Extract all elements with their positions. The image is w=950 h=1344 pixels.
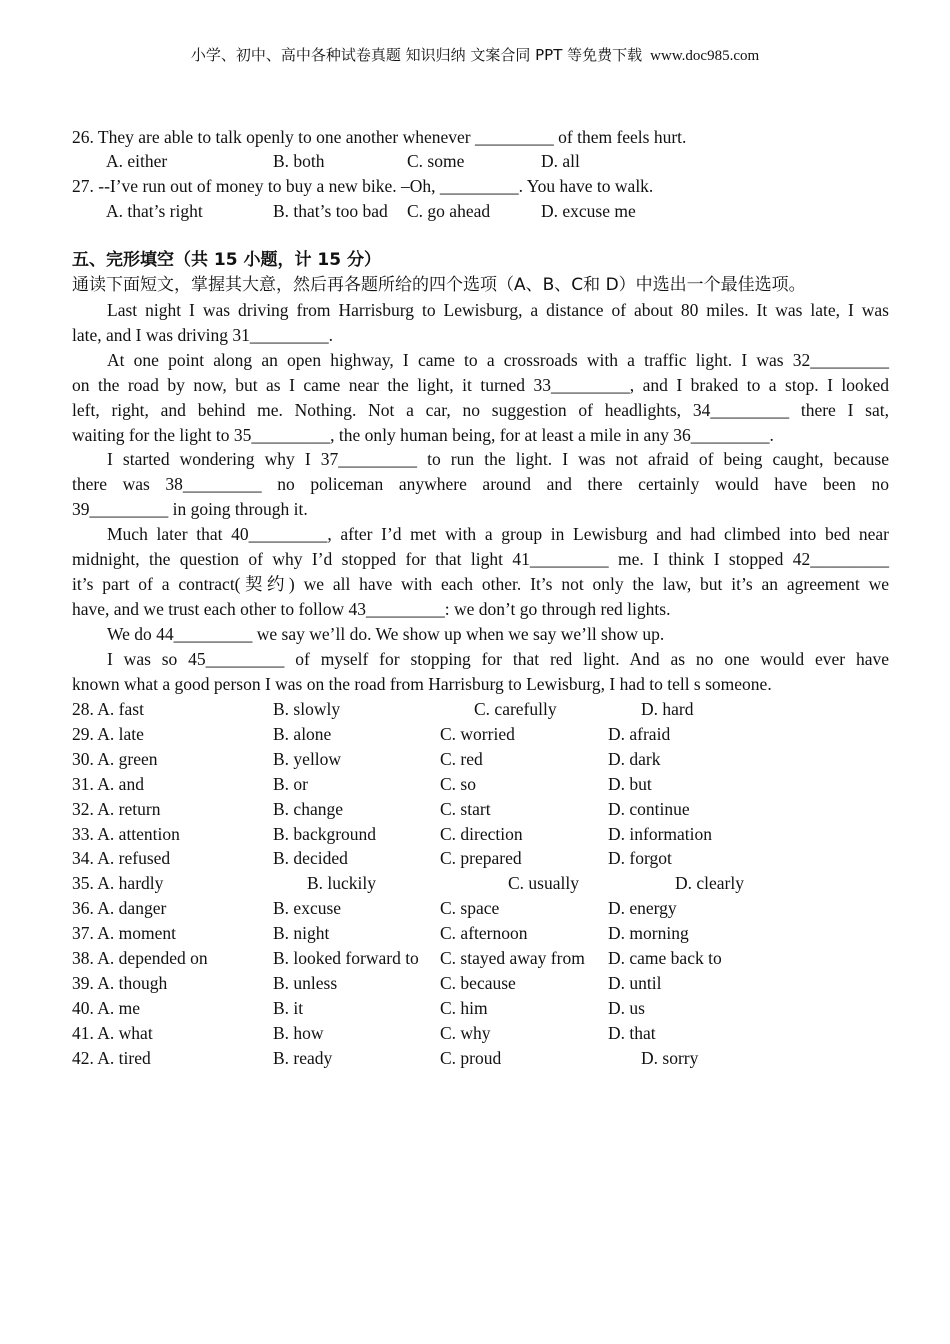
choice-option: C. because <box>440 972 516 993</box>
choice-option: C. afternoon <box>440 923 528 944</box>
passage-line: known what a good person I was on the road from Harrisburg to Lewisburg, I had to tell s someone. <box>72 673 772 694</box>
question-26-stem: 26. They are able to talk openly to one another whenever _________ of them feels hurt. <box>72 127 687 147</box>
choice-option: D. but <box>608 773 652 794</box>
passage-line: it’s part of a contract(契约) we all have with each other. It’s not only the law, but it’s an agreement we <box>72 573 889 594</box>
choice-option: D. sorry <box>641 1047 699 1068</box>
choice-option: 34. A. refused <box>72 848 171 869</box>
choice-option: 33. A. attention <box>72 823 180 844</box>
choice-row <box>0 871 950 896</box>
choice-option: D. forgot <box>608 848 672 869</box>
passage-line: I was so 45_________ of myself for stopping for that red light. And as no one would ever have <box>107 648 889 669</box>
choice-row <box>0 896 950 921</box>
choice-option: 29. A. late <box>72 723 144 744</box>
choice-option: B. yellow <box>273 748 342 769</box>
choice-option: D. that <box>608 1022 656 1043</box>
option: B. that’s too bad <box>273 201 388 221</box>
choice-option: 40. A. me <box>72 997 141 1018</box>
choice-row <box>0 1021 950 1046</box>
choice-option: D. continue <box>608 798 690 819</box>
option: D. excuse me <box>541 201 636 221</box>
passage-line: Last night I was driving from Harrisburg to Lewisburg, a distance of about 80 miles. It was late, I was <box>107 300 889 320</box>
choice-row <box>0 971 950 996</box>
choice-option: C. proud <box>440 1047 502 1068</box>
option: D. all <box>541 151 580 171</box>
choice-option: B. decided <box>273 848 348 869</box>
choice-option: C. usually <box>508 873 579 894</box>
choice-option: C. why <box>440 1022 491 1043</box>
option: A. either <box>106 151 168 171</box>
choice-option: 41. A. what <box>72 1022 153 1043</box>
choice-option: C. him <box>440 997 488 1018</box>
choice-option: D. clearly <box>675 873 744 894</box>
choice-option: 37. A. moment <box>72 923 177 944</box>
option: C. some <box>407 151 465 171</box>
page-header <box>0 44 950 65</box>
choice-option: B. alone <box>273 723 332 744</box>
question-26-options <box>0 149 950 174</box>
choice-option: B. how <box>273 1022 324 1043</box>
passage-line: on the road by now, but as I came near the light, it turned 33_________, and I braked to a stop. I looked <box>72 374 889 395</box>
choice-option: D. until <box>608 972 662 993</box>
choice-row <box>0 946 950 971</box>
choice-row <box>0 921 950 946</box>
choice-option: D. dark <box>608 748 661 769</box>
choice-option: C. carefully <box>474 699 557 719</box>
choice-row <box>0 772 950 797</box>
choice-option: B. luckily <box>307 873 377 894</box>
choice-option: D. hard <box>641 699 694 719</box>
passage-line: waiting for the light to 35_________, the only human being, for at least a mile in any 36_________. <box>72 424 774 445</box>
passage-line: I started wondering why I 37_________ to run the light. I was not afraid of being caught, because <box>107 449 889 470</box>
question-27-options <box>0 199 950 224</box>
choice-option: B. looked forward to <box>273 948 419 968</box>
choice-option: C. prepared <box>440 848 522 869</box>
choice-option: C. space <box>440 898 500 919</box>
choice-row <box>0 822 950 847</box>
section-instruction: 通读下面短文，掌握其大意，然后再各题所给的四个选项（A、B、C和 D）中选出一个最佳选项。 <box>72 275 806 295</box>
choice-row <box>0 747 950 772</box>
choice-option: C. worried <box>440 723 515 744</box>
question-27-stem: 27. --I’ve run out of money to buy a new bike. –Oh, _________. You have to walk. <box>72 176 654 196</box>
choice-option: B. ready <box>273 1047 333 1068</box>
choice-row <box>0 846 950 871</box>
choice-option: C. stayed away from <box>440 948 585 968</box>
choice-option: 30. A. green <box>72 748 158 769</box>
choice-option: B. it <box>273 997 304 1018</box>
choice-row <box>0 1046 950 1071</box>
choice-option: C. direction <box>440 823 523 844</box>
passage-line: midnight, the question of why I’d stopped for that light 41_________ me. I think I stopped 42_________ <box>72 549 889 569</box>
choice-option: B. unless <box>273 972 338 993</box>
choice-option: 35. A. hardly <box>72 873 164 894</box>
choice-option: D. energy <box>608 898 677 919</box>
choice-option: C. red <box>440 748 483 769</box>
choice-option: B. night <box>273 923 330 944</box>
passage-line: left, right, and behind me. Nothing. Not a car, no suggestion of headlights, 34_________ there I sat, <box>72 399 889 420</box>
passage-line: there was 38_________ no policeman anywhere around and there certainly would have been no <box>72 474 889 495</box>
section-title: 五、完形填空（共 15 小题，计 15 分） <box>72 250 381 270</box>
choice-row <box>0 697 950 722</box>
header-text: 小学、初中、高中各种试卷真题 知识归纳 文案合同 PPT 等免费下载 <box>190 46 643 64</box>
passage-line: have, and we trust each other to follow 43_________: we don’t go through red lights. <box>72 598 671 619</box>
choice-option: D. morning <box>608 923 689 944</box>
passage-line: late, and I was driving 31_________. <box>72 324 333 345</box>
choice-option: B. excuse <box>273 898 342 919</box>
choice-option: 31. A. and <box>72 773 144 794</box>
choice-option: 36. A. danger <box>72 898 167 919</box>
choice-option: D. information <box>608 823 713 844</box>
choice-option: 38. A. depended on <box>72 948 208 968</box>
choice-option: B. slowly <box>273 699 341 719</box>
choice-option: B. or <box>273 773 308 794</box>
choice-option: C. so <box>440 773 476 794</box>
choice-option: B. change <box>273 798 343 819</box>
choice-row <box>0 722 950 747</box>
passage-line: 39_________ in going through it. <box>72 499 308 520</box>
choice-row <box>0 996 950 1021</box>
choice-option: D. us <box>608 997 645 1018</box>
header-url: www.doc985.com <box>650 48 760 64</box>
option: C. go ahead <box>407 201 491 221</box>
choice-option: 39. A. though <box>72 972 168 993</box>
choice-option: D. afraid <box>608 723 671 744</box>
passage-line: We do 44_________ we say we’ll do. We show up when we say we’ll show up. <box>107 623 665 644</box>
passage-line: Much later that 40_________, after I’d met with a group in Lewisburg and had climbed into bed near <box>107 524 889 545</box>
choice-option: 28. A. fast <box>72 699 144 719</box>
option: B. both <box>273 151 325 171</box>
choice-option: 32. A. return <box>72 798 161 819</box>
choice-option: C. start <box>440 798 491 819</box>
choice-option: D. came back to <box>608 948 722 968</box>
option: A. that’s right <box>106 201 203 221</box>
choice-option: B. background <box>273 823 377 844</box>
choice-option: 42. A. tired <box>72 1047 151 1068</box>
choice-row <box>0 797 950 822</box>
passage-line: At one point along an open highway, I came to a crossroads with a traffic light. I was 32_________ <box>107 349 889 370</box>
